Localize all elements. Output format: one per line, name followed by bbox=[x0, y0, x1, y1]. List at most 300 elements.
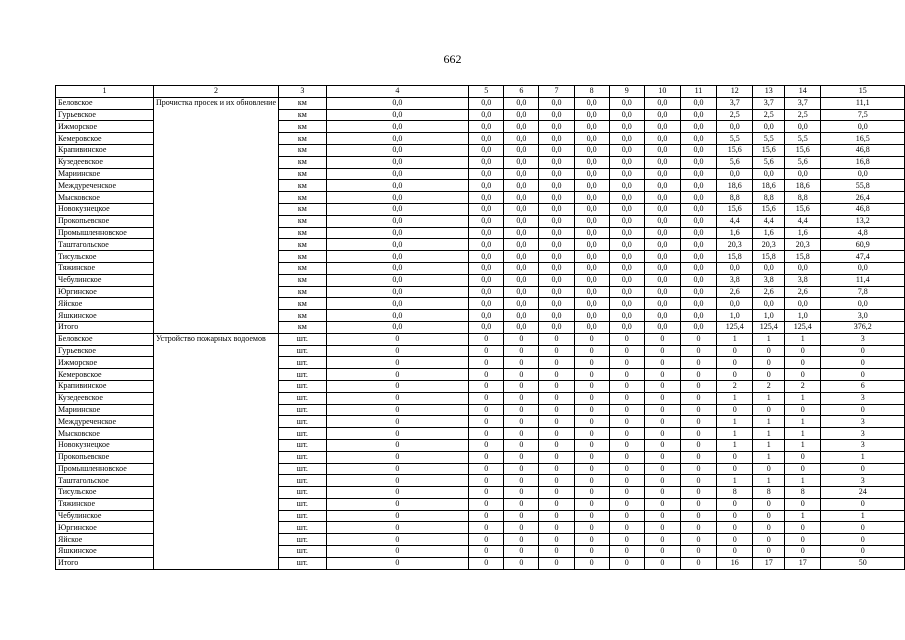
value-cell: 0,0 bbox=[469, 156, 504, 168]
value-cell: 0 bbox=[504, 522, 539, 534]
value-cell: 0 bbox=[539, 357, 574, 369]
row-name-cell: Яйское bbox=[56, 534, 154, 546]
value-cell: 1 bbox=[785, 333, 821, 345]
value-cell: 1,6 bbox=[753, 227, 785, 239]
value-cell: 0 bbox=[644, 522, 680, 534]
value-cell: 0,0 bbox=[574, 215, 609, 227]
value-cell: 0 bbox=[717, 546, 753, 558]
value-cell: 0,0 bbox=[821, 168, 905, 180]
value-cell: 0,0 bbox=[609, 239, 644, 251]
value-cell: 0 bbox=[717, 345, 753, 357]
value-cell: 0,0 bbox=[326, 109, 469, 121]
value-cell: 0,0 bbox=[469, 121, 504, 133]
value-cell: 7,8 bbox=[821, 286, 905, 298]
unit-cell: км bbox=[279, 262, 327, 274]
value-cell: 3 bbox=[821, 333, 905, 345]
value-cell: 1,6 bbox=[717, 227, 753, 239]
value-cell: 0 bbox=[574, 345, 609, 357]
value-cell: 0,0 bbox=[609, 310, 644, 322]
value-cell: 0 bbox=[469, 510, 504, 522]
value-cell: 0,0 bbox=[504, 239, 539, 251]
value-cell: 0 bbox=[539, 451, 574, 463]
value-cell: 15,6 bbox=[753, 144, 785, 156]
value-cell: 0,0 bbox=[753, 298, 785, 310]
value-cell: 0,0 bbox=[644, 227, 680, 239]
value-cell: 0,0 bbox=[504, 310, 539, 322]
header-cell: 11 bbox=[680, 86, 716, 98]
value-cell: 0,0 bbox=[574, 321, 609, 333]
value-cell: 1 bbox=[753, 439, 785, 451]
value-cell: 0,0 bbox=[326, 239, 469, 251]
value-cell: 1,0 bbox=[717, 310, 753, 322]
row-name-cell: Тисульское bbox=[56, 487, 154, 499]
value-cell: 0 bbox=[504, 498, 539, 510]
unit-cell: км bbox=[279, 203, 327, 215]
value-cell: 2,6 bbox=[785, 286, 821, 298]
table-body bbox=[56, 86, 905, 570]
value-cell: 0 bbox=[326, 557, 469, 569]
value-cell: 0,0 bbox=[644, 203, 680, 215]
row-name-cell: Кемеровское bbox=[56, 133, 154, 145]
value-cell: 0 bbox=[469, 451, 504, 463]
value-cell: 0,0 bbox=[717, 121, 753, 133]
value-cell: 0 bbox=[609, 546, 644, 558]
unit-cell: км bbox=[279, 321, 327, 333]
row-name-cell: Тяжинское bbox=[56, 262, 154, 274]
value-cell: 0 bbox=[504, 487, 539, 499]
header-cell: 5 bbox=[469, 86, 504, 98]
value-cell: 0 bbox=[469, 369, 504, 381]
value-cell: 0 bbox=[469, 357, 504, 369]
value-cell: 0 bbox=[469, 534, 504, 546]
value-cell: 0 bbox=[539, 439, 574, 451]
value-cell: 0,0 bbox=[504, 227, 539, 239]
value-cell: 3,0 bbox=[821, 310, 905, 322]
header-cell: 4 bbox=[326, 86, 469, 98]
value-cell: 0,0 bbox=[574, 180, 609, 192]
row-name-cell: Яшкинское bbox=[56, 310, 154, 322]
value-cell: 0,0 bbox=[469, 274, 504, 286]
row-name-cell: Новокузнецкое bbox=[56, 439, 154, 451]
unit-cell: км bbox=[279, 239, 327, 251]
row-name-cell: Юргинское bbox=[56, 286, 154, 298]
header-cell: 7 bbox=[539, 86, 574, 98]
value-cell: 0,0 bbox=[504, 109, 539, 121]
value-cell: 0 bbox=[326, 546, 469, 558]
value-cell: 0,0 bbox=[609, 192, 644, 204]
value-cell: 0,0 bbox=[469, 109, 504, 121]
value-cell: 0 bbox=[504, 510, 539, 522]
unit-cell: шт. bbox=[279, 546, 327, 558]
unit-cell: км bbox=[279, 168, 327, 180]
value-cell: 1 bbox=[753, 428, 785, 440]
value-cell: 0 bbox=[469, 392, 504, 404]
value-cell: 0 bbox=[504, 404, 539, 416]
value-cell: 3 bbox=[821, 428, 905, 440]
value-cell: 0 bbox=[539, 345, 574, 357]
value-cell: 0 bbox=[504, 392, 539, 404]
value-cell: 0,0 bbox=[680, 144, 716, 156]
value-cell: 0,0 bbox=[326, 203, 469, 215]
value-cell: 3,8 bbox=[717, 274, 753, 286]
value-cell: 0 bbox=[785, 357, 821, 369]
value-cell: 0,0 bbox=[717, 262, 753, 274]
row-name-cell: Ижморское bbox=[56, 121, 154, 133]
value-cell: 16 bbox=[717, 557, 753, 569]
value-cell: 0,0 bbox=[574, 298, 609, 310]
value-cell: 0,0 bbox=[504, 262, 539, 274]
value-cell: 0,0 bbox=[469, 310, 504, 322]
value-cell: 0 bbox=[504, 357, 539, 369]
value-cell: 0 bbox=[574, 333, 609, 345]
value-cell: 0 bbox=[609, 557, 644, 569]
row-name-cell: Тяжинское bbox=[56, 498, 154, 510]
value-cell: 0 bbox=[539, 498, 574, 510]
value-cell: 0 bbox=[785, 345, 821, 357]
value-cell: 0 bbox=[609, 498, 644, 510]
value-cell: 0,0 bbox=[504, 286, 539, 298]
value-cell: 0,0 bbox=[609, 97, 644, 109]
value-cell: 18,6 bbox=[753, 180, 785, 192]
value-cell: 0 bbox=[469, 498, 504, 510]
value-cell: 0 bbox=[574, 546, 609, 558]
value-cell: 0,0 bbox=[326, 262, 469, 274]
value-cell: 8 bbox=[785, 487, 821, 499]
value-cell: 0 bbox=[504, 451, 539, 463]
value-cell: 0 bbox=[717, 534, 753, 546]
value-cell: 0,0 bbox=[326, 274, 469, 286]
value-cell: 3,8 bbox=[785, 274, 821, 286]
value-cell: 0 bbox=[680, 487, 716, 499]
value-cell: 0 bbox=[469, 428, 504, 440]
value-cell: 0 bbox=[644, 534, 680, 546]
value-cell: 0,0 bbox=[504, 133, 539, 145]
row-name-cell: Чебулинское bbox=[56, 510, 154, 522]
value-cell: 0,0 bbox=[539, 133, 574, 145]
unit-cell: шт. bbox=[279, 487, 327, 499]
value-cell: 0,0 bbox=[609, 144, 644, 156]
value-cell: 0 bbox=[574, 510, 609, 522]
unit-cell: км bbox=[279, 215, 327, 227]
value-cell: 0,0 bbox=[680, 286, 716, 298]
value-cell: 0,0 bbox=[753, 121, 785, 133]
value-cell: 0 bbox=[609, 380, 644, 392]
value-cell: 0,0 bbox=[753, 168, 785, 180]
value-cell: 15,6 bbox=[785, 203, 821, 215]
unit-cell: шт. bbox=[279, 380, 327, 392]
unit-cell: шт. bbox=[279, 557, 327, 569]
value-cell: 0,0 bbox=[821, 298, 905, 310]
value-cell: 0,0 bbox=[539, 180, 574, 192]
value-cell: 0 bbox=[644, 357, 680, 369]
value-cell: 0,0 bbox=[504, 156, 539, 168]
value-cell: 0,0 bbox=[469, 227, 504, 239]
value-cell: 0 bbox=[469, 439, 504, 451]
value-cell: 15,6 bbox=[717, 144, 753, 156]
unit-cell: км bbox=[279, 97, 327, 109]
value-cell: 47,4 bbox=[821, 251, 905, 263]
value-cell: 0,0 bbox=[504, 203, 539, 215]
value-cell: 0 bbox=[326, 357, 469, 369]
value-cell: 17 bbox=[785, 557, 821, 569]
value-cell: 0,0 bbox=[326, 321, 469, 333]
value-cell: 0 bbox=[717, 510, 753, 522]
header-cell: 14 bbox=[785, 86, 821, 98]
value-cell: 0 bbox=[680, 475, 716, 487]
value-cell: 125,4 bbox=[785, 321, 821, 333]
value-cell: 55,8 bbox=[821, 180, 905, 192]
value-cell: 0,0 bbox=[644, 97, 680, 109]
unit-cell: шт. bbox=[279, 439, 327, 451]
value-cell: 1 bbox=[753, 416, 785, 428]
value-cell: 0,0 bbox=[644, 298, 680, 310]
value-cell: 0,0 bbox=[504, 274, 539, 286]
value-cell: 0 bbox=[469, 522, 504, 534]
data-table bbox=[55, 85, 905, 570]
value-cell: 0 bbox=[574, 392, 609, 404]
value-cell: 3 bbox=[821, 392, 905, 404]
header-cell: 10 bbox=[644, 86, 680, 98]
value-cell: 1 bbox=[753, 392, 785, 404]
value-cell: 20,3 bbox=[717, 239, 753, 251]
value-cell: 0 bbox=[539, 534, 574, 546]
value-cell: 0 bbox=[609, 345, 644, 357]
value-cell: 0,0 bbox=[644, 109, 680, 121]
value-cell: 0,0 bbox=[574, 192, 609, 204]
value-cell: 2 bbox=[753, 380, 785, 392]
value-cell: 0,0 bbox=[785, 168, 821, 180]
value-cell: 0,0 bbox=[469, 298, 504, 310]
value-cell: 46,8 bbox=[821, 203, 905, 215]
value-cell: 0 bbox=[574, 404, 609, 416]
unit-cell: шт. bbox=[279, 463, 327, 475]
value-cell: 0,0 bbox=[753, 262, 785, 274]
value-cell: 0,0 bbox=[609, 251, 644, 263]
value-cell: 0 bbox=[326, 333, 469, 345]
value-cell: 0,0 bbox=[469, 239, 504, 251]
unit-cell: шт. bbox=[279, 416, 327, 428]
value-cell: 20,3 bbox=[785, 239, 821, 251]
value-cell: 0,0 bbox=[326, 121, 469, 133]
value-cell: 15,6 bbox=[785, 144, 821, 156]
value-cell: 0,0 bbox=[539, 298, 574, 310]
value-cell: 4,4 bbox=[785, 215, 821, 227]
value-cell: 0,0 bbox=[539, 192, 574, 204]
value-cell: 0,0 bbox=[504, 298, 539, 310]
value-cell: 0,0 bbox=[469, 203, 504, 215]
value-cell: 1 bbox=[821, 510, 905, 522]
value-cell: 7,5 bbox=[821, 109, 905, 121]
value-cell: 0,0 bbox=[539, 274, 574, 286]
value-cell: 0 bbox=[680, 404, 716, 416]
value-cell: 0,0 bbox=[574, 286, 609, 298]
value-cell: 5,5 bbox=[785, 133, 821, 145]
value-cell: 0 bbox=[469, 345, 504, 357]
header-cell: 9 bbox=[609, 86, 644, 98]
value-cell: 18,6 bbox=[785, 180, 821, 192]
value-cell: 8 bbox=[717, 487, 753, 499]
value-cell: 0 bbox=[469, 475, 504, 487]
value-cell: 0 bbox=[680, 380, 716, 392]
value-cell: 0 bbox=[753, 357, 785, 369]
row-name-cell: Кузедеевское bbox=[56, 392, 154, 404]
value-cell: 0,0 bbox=[680, 251, 716, 263]
value-cell: 0 bbox=[574, 522, 609, 534]
value-cell: 0,0 bbox=[469, 262, 504, 274]
unit-cell: км bbox=[279, 274, 327, 286]
row-name-cell: Мариинское bbox=[56, 168, 154, 180]
unit-cell: шт. bbox=[279, 333, 327, 345]
unit-cell: шт. bbox=[279, 404, 327, 416]
row-name-cell: Кемеровское bbox=[56, 369, 154, 381]
activity-cell: Устройство пожарных водоемов bbox=[153, 333, 278, 569]
value-cell: 0,0 bbox=[785, 121, 821, 133]
value-cell: 0 bbox=[753, 369, 785, 381]
value-cell: 0,0 bbox=[539, 121, 574, 133]
value-cell: 0 bbox=[469, 416, 504, 428]
value-cell: 4,8 bbox=[821, 227, 905, 239]
value-cell: 1 bbox=[717, 333, 753, 345]
value-cell: 0 bbox=[821, 522, 905, 534]
value-cell: 0 bbox=[469, 333, 504, 345]
value-cell: 0,0 bbox=[644, 192, 680, 204]
value-cell: 0 bbox=[717, 522, 753, 534]
value-cell: 0 bbox=[326, 463, 469, 475]
row-name-cell: Тисульское bbox=[56, 251, 154, 263]
page-number: 662 bbox=[443, 52, 462, 66]
value-cell: 0,0 bbox=[574, 262, 609, 274]
value-cell: 0 bbox=[504, 534, 539, 546]
value-cell: 0 bbox=[504, 428, 539, 440]
value-cell: 0,0 bbox=[539, 310, 574, 322]
unit-cell: км bbox=[279, 109, 327, 121]
value-cell: 0,0 bbox=[609, 109, 644, 121]
value-cell: 0 bbox=[574, 475, 609, 487]
value-cell: 0 bbox=[609, 463, 644, 475]
value-cell: 1,0 bbox=[753, 310, 785, 322]
value-cell: 0,0 bbox=[785, 298, 821, 310]
value-cell: 0,0 bbox=[326, 227, 469, 239]
unit-cell: км bbox=[279, 133, 327, 145]
row-name-cell: Таштагольское bbox=[56, 475, 154, 487]
value-cell: 0,0 bbox=[680, 310, 716, 322]
value-cell: 0 bbox=[539, 557, 574, 569]
value-cell: 0,0 bbox=[609, 168, 644, 180]
value-cell: 3 bbox=[821, 439, 905, 451]
value-cell: 0,0 bbox=[539, 321, 574, 333]
value-cell: 0,0 bbox=[326, 192, 469, 204]
value-cell: 0 bbox=[785, 534, 821, 546]
value-cell: 0 bbox=[644, 416, 680, 428]
value-cell: 16,8 bbox=[821, 156, 905, 168]
value-cell: 1 bbox=[717, 439, 753, 451]
value-cell: 0 bbox=[785, 522, 821, 534]
value-cell: 1 bbox=[717, 416, 753, 428]
value-cell: 1 bbox=[753, 451, 785, 463]
value-cell: 0 bbox=[821, 404, 905, 416]
value-cell: 0,0 bbox=[609, 121, 644, 133]
value-cell: 0 bbox=[644, 498, 680, 510]
value-cell: 0 bbox=[574, 487, 609, 499]
unit-cell: шт. bbox=[279, 534, 327, 546]
value-cell: 0 bbox=[753, 345, 785, 357]
value-cell: 5,6 bbox=[717, 156, 753, 168]
value-cell: 0,0 bbox=[539, 251, 574, 263]
value-cell: 0 bbox=[574, 439, 609, 451]
value-cell: 0,0 bbox=[326, 310, 469, 322]
value-cell: 24 bbox=[821, 487, 905, 499]
value-cell: 0,0 bbox=[469, 180, 504, 192]
value-cell: 0,0 bbox=[326, 215, 469, 227]
value-cell: 15,6 bbox=[717, 203, 753, 215]
unit-cell: км bbox=[279, 286, 327, 298]
value-cell: 0,0 bbox=[609, 215, 644, 227]
value-cell: 0,0 bbox=[644, 286, 680, 298]
value-cell: 0 bbox=[539, 392, 574, 404]
value-cell: 0,0 bbox=[504, 168, 539, 180]
value-cell: 0 bbox=[785, 404, 821, 416]
row-name-cell: Яшкинское bbox=[56, 546, 154, 558]
value-cell: 0,0 bbox=[539, 227, 574, 239]
value-cell: 0 bbox=[717, 498, 753, 510]
value-cell: 0 bbox=[326, 369, 469, 381]
value-cell: 0 bbox=[609, 487, 644, 499]
value-cell: 15,8 bbox=[717, 251, 753, 263]
value-cell: 15,8 bbox=[785, 251, 821, 263]
value-cell: 2,5 bbox=[785, 109, 821, 121]
value-cell: 0 bbox=[644, 487, 680, 499]
value-cell: 6 bbox=[821, 380, 905, 392]
value-cell: 0 bbox=[504, 546, 539, 558]
value-cell: 0 bbox=[680, 557, 716, 569]
value-cell: 0 bbox=[539, 522, 574, 534]
value-cell: 0 bbox=[504, 333, 539, 345]
value-cell: 11,4 bbox=[821, 274, 905, 286]
value-cell: 0,0 bbox=[574, 251, 609, 263]
value-cell: 50 bbox=[821, 557, 905, 569]
value-cell: 0,0 bbox=[574, 133, 609, 145]
value-cell: 13,2 bbox=[821, 215, 905, 227]
row-name-cell: Беловское bbox=[56, 333, 154, 345]
value-cell: 0,0 bbox=[609, 286, 644, 298]
row-name-cell: Междуреченское bbox=[56, 180, 154, 192]
value-cell: 0 bbox=[609, 404, 644, 416]
value-cell: 5,6 bbox=[753, 156, 785, 168]
unit-cell: км bbox=[279, 310, 327, 322]
row-name-cell: Кузедеевское bbox=[56, 156, 154, 168]
value-cell: 0,0 bbox=[326, 133, 469, 145]
value-cell: 0 bbox=[753, 404, 785, 416]
value-cell: 0 bbox=[574, 369, 609, 381]
value-cell: 4,4 bbox=[753, 215, 785, 227]
value-cell: 0,0 bbox=[644, 274, 680, 286]
value-cell: 0 bbox=[539, 487, 574, 499]
value-cell: 0 bbox=[644, 392, 680, 404]
value-cell: 0,0 bbox=[574, 274, 609, 286]
unit-cell: км bbox=[279, 251, 327, 263]
value-cell: 0 bbox=[539, 369, 574, 381]
value-cell: 0,0 bbox=[326, 298, 469, 310]
value-cell: 0 bbox=[539, 510, 574, 522]
value-cell: 0,0 bbox=[504, 192, 539, 204]
value-cell: 0,0 bbox=[539, 168, 574, 180]
header-cell: 3 bbox=[279, 86, 327, 98]
value-cell: 0,0 bbox=[644, 121, 680, 133]
unit-cell: км bbox=[279, 121, 327, 133]
value-cell: 0,0 bbox=[469, 97, 504, 109]
header-cell: 8 bbox=[574, 86, 609, 98]
unit-cell: шт. bbox=[279, 510, 327, 522]
